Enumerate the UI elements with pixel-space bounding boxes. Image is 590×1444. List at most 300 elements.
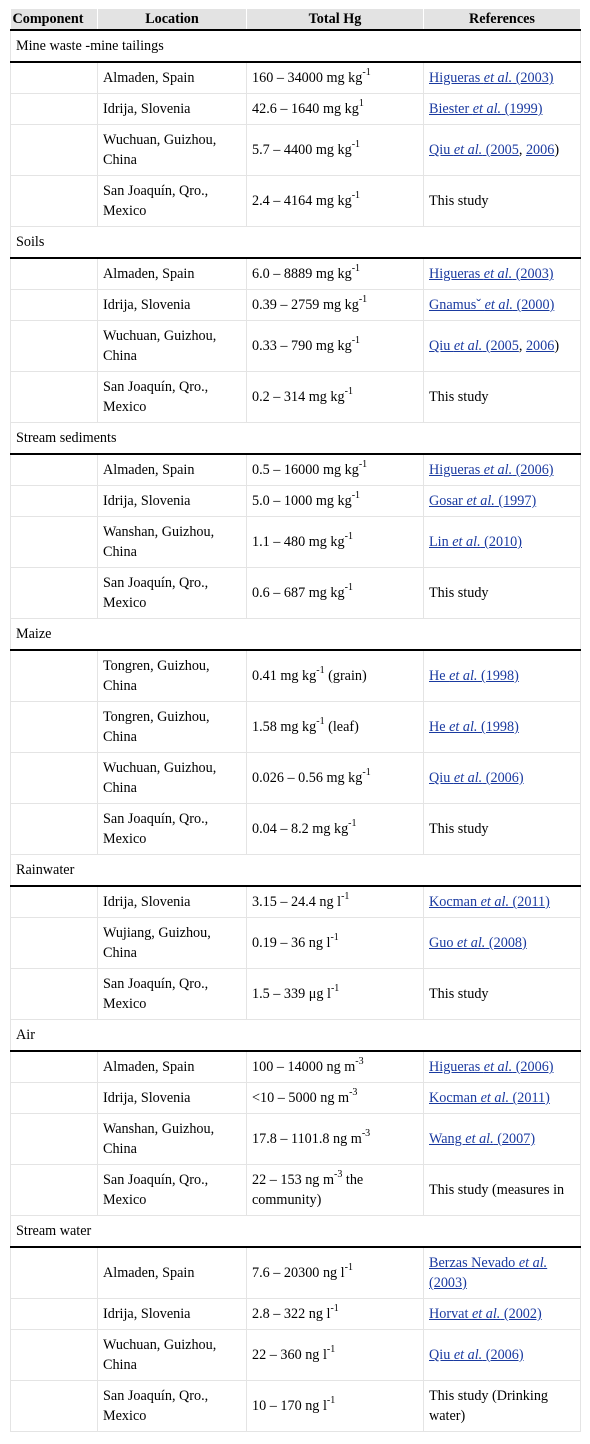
hg-unit-exponent: -1	[358, 294, 368, 305]
reference-text: (1998)	[477, 719, 519, 735]
table-row	[11, 62, 581, 94]
hg-value: 1.5 – 339 μg l	[252, 986, 331, 1002]
reference-link[interactable]	[429, 770, 524, 786]
reference-text: et al.	[465, 1131, 494, 1147]
reference-text: This study (measures in	[429, 1182, 565, 1198]
table-row	[11, 290, 581, 321]
component-cell	[11, 321, 98, 372]
location-cell: Idrija, Slovenia	[98, 1083, 247, 1114]
reference-text: Qiu	[429, 142, 454, 158]
component-cell	[11, 1330, 98, 1381]
hg-unit-exponent: -1	[344, 386, 353, 397]
reference-cell	[424, 125, 581, 176]
table-body	[11, 30, 581, 1432]
location-cell: Wanshan, Guizhou, China	[98, 517, 247, 568]
reference-cell	[424, 886, 581, 918]
reference-text: et al.	[472, 101, 502, 117]
reference-text: (2011)	[509, 894, 550, 910]
component-cell	[11, 258, 98, 290]
location-cell: Almaden, Spain	[98, 258, 247, 290]
reference-text: (2011)	[509, 1090, 550, 1106]
hg-unit-exponent: -1	[362, 67, 371, 78]
component-cell	[11, 290, 98, 321]
hg-unit-exponent: -3	[333, 1169, 343, 1180]
location-cell: San Joaquín, Qro., Mexico	[98, 176, 247, 227]
reference-text: et al.	[456, 935, 486, 951]
reference-cell	[424, 62, 581, 94]
reference-text: (2007)	[493, 1131, 536, 1147]
total-hg-cell	[247, 321, 424, 372]
reference-cell	[424, 1381, 581, 1432]
table-header	[11, 9, 581, 30]
table-row	[11, 1247, 581, 1299]
hg-unit-exponent: -1	[330, 983, 340, 994]
group-label: Stream sediments	[11, 423, 581, 455]
total-hg-cell	[247, 1165, 424, 1216]
total-hg-cell	[247, 1114, 424, 1165]
location-cell: Wuchuan, Guizhou, China	[98, 1330, 247, 1381]
total-hg-cell	[247, 1381, 424, 1432]
reference-link[interactable]	[429, 1059, 554, 1075]
component-cell	[11, 372, 98, 423]
reference-text: This study	[429, 821, 489, 837]
hg-value: 10 – 170 ng l	[252, 1398, 327, 1414]
reference-cell	[424, 650, 581, 702]
component-cell	[11, 568, 98, 619]
table-row	[11, 176, 581, 227]
reference-text: He	[429, 668, 450, 684]
table-row	[11, 125, 581, 176]
reference-text: (2005	[482, 338, 519, 354]
reference-text: et al.	[453, 142, 483, 158]
location-cell: Almaden, Spain	[98, 1247, 247, 1299]
reference-cell	[424, 969, 581, 1020]
hg-value: 2.8 – 322 ng l	[252, 1306, 331, 1322]
reference-text: (2003)	[512, 70, 554, 86]
total-hg-cell	[247, 886, 424, 918]
reference-text: Guo	[429, 935, 457, 951]
location-cell: Wujiang, Guizhou, China	[98, 918, 247, 969]
reference-link[interactable]	[429, 894, 550, 910]
component-cell	[11, 125, 98, 176]
component-cell	[11, 1051, 98, 1083]
component-cell	[11, 886, 98, 918]
reference-text: )	[554, 142, 560, 158]
location-cell: San Joaquín, Qro., Mexico	[98, 969, 247, 1020]
reference-cell	[424, 517, 581, 568]
component-cell	[11, 702, 98, 753]
total-hg-cell	[247, 918, 424, 969]
hg-value: 42.6 – 1640 mg kg	[252, 101, 359, 117]
reference-text: et al.	[480, 1090, 509, 1106]
reference-text: Horvat	[429, 1306, 472, 1322]
reference-link[interactable]	[429, 1255, 547, 1291]
total-hg-cell	[247, 1051, 424, 1083]
reference-cell	[424, 372, 581, 423]
reference-cell	[424, 1299, 581, 1330]
reference-text: Gosar	[429, 493, 467, 509]
reference-link[interactable]	[429, 1131, 535, 1147]
reference-text: et al.	[483, 1059, 513, 1075]
total-hg-cell	[247, 568, 424, 619]
hg-unit-exponent: -1	[330, 1303, 339, 1314]
hg-value: 1.58 mg kg	[252, 719, 317, 735]
reference-link-part[interactable]	[429, 142, 454, 158]
hg-value: 0.2 – 314 mg kg	[252, 389, 345, 405]
component-cell	[11, 1381, 98, 1432]
reference-cell	[424, 702, 581, 753]
table-row	[11, 1051, 581, 1083]
hg-unit-exponent: -1	[344, 1262, 353, 1273]
hg-value: 0.026 – 0.56 mg kg	[252, 770, 363, 786]
table-row	[11, 804, 581, 855]
reference-text: et al.	[471, 1306, 501, 1322]
reference-cell	[424, 804, 581, 855]
reference-cell	[424, 1330, 581, 1381]
component-cell	[11, 94, 98, 125]
reference-text: Gnamusˇ	[429, 297, 485, 313]
hg-unit-exponent: -1	[330, 932, 339, 943]
reference-text: Kocman	[429, 1090, 481, 1106]
location-cell: Wanshan, Guizhou, China	[98, 1114, 247, 1165]
reference-text: (2003)	[429, 1275, 467, 1291]
reference-link[interactable]	[429, 101, 542, 117]
location-cell: San Joaquín, Qro., Mexico	[98, 1165, 247, 1216]
table-row	[11, 918, 581, 969]
header-references: References	[424, 9, 581, 30]
hg-unit-exponent: -1	[326, 1344, 336, 1355]
hg-unit-exponent: -1	[351, 263, 361, 274]
table-row	[11, 517, 581, 568]
total-hg-cell	[247, 1247, 424, 1299]
component-cell	[11, 804, 98, 855]
reference-link-part[interactable]	[526, 142, 554, 158]
component-cell	[11, 918, 98, 969]
hg-value: 1.1 – 480 mg kg	[252, 534, 345, 550]
total-hg-cell	[247, 1299, 424, 1330]
total-hg-cell	[247, 804, 424, 855]
location-cell: Wuchuan, Guizhou, China	[98, 125, 247, 176]
group-label: Air	[11, 1020, 581, 1052]
table-row	[11, 1083, 581, 1114]
reference-text: Qiu	[429, 1347, 454, 1363]
table-row	[11, 454, 581, 486]
table-row	[11, 568, 581, 619]
component-cell	[11, 454, 98, 486]
reference-text: Higueras	[429, 70, 484, 86]
reference-text: Biester	[429, 101, 473, 117]
hg-value: 0.5 – 16000 mg kg	[252, 462, 359, 478]
reference-link[interactable]	[429, 297, 554, 313]
table-row	[11, 321, 581, 372]
hg-value-suffix: (grain)	[324, 668, 367, 684]
component-cell	[11, 1165, 98, 1216]
hg-value-suffix: (leaf)	[324, 719, 359, 735]
reference-text: This study	[429, 585, 489, 601]
reference-text: (2006)	[512, 1059, 554, 1075]
component-cell	[11, 1247, 98, 1299]
reference-text: et al.	[466, 493, 495, 509]
reference-text: (1999)	[501, 101, 543, 117]
total-hg-cell	[247, 1330, 424, 1381]
hg-value: 0.33 – 790 mg kg	[252, 338, 352, 354]
hg-value: 7.6 – 20300 ng l	[252, 1265, 345, 1281]
reference-cell	[424, 258, 581, 290]
reference-text: (1997)	[494, 493, 537, 509]
hg-unit-exponent: -3	[355, 1056, 364, 1067]
location-cell: San Joaquín, Qro., Mexico	[98, 372, 247, 423]
hg-unit-exponent: -3	[349, 1087, 358, 1098]
reference-link[interactable]	[429, 719, 519, 735]
component-cell	[11, 62, 98, 94]
reference-text: (2006)	[482, 770, 524, 786]
component-cell	[11, 969, 98, 1020]
total-hg-cell	[247, 969, 424, 1020]
reference-text: This study	[429, 193, 489, 209]
component-cell	[11, 1083, 98, 1114]
hg-value: 5.0 – 1000 mg kg	[252, 493, 352, 509]
reference-text: He	[429, 719, 450, 735]
reference-text: (2003)	[512, 266, 554, 282]
hg-unit-exponent: -1	[348, 818, 357, 829]
table-row	[11, 1381, 581, 1432]
reference-text: (2008)	[485, 935, 527, 951]
reference-link-part[interactable]	[454, 338, 482, 354]
header-row	[11, 9, 581, 30]
hg-value-suffix: the community)	[252, 1172, 364, 1208]
hg-value: 2.4 – 4164 mg kg	[252, 193, 352, 209]
reference-text: Kocman	[429, 894, 481, 910]
reference-text: ,	[518, 142, 526, 158]
hg-value: 160 – 34000 mg kg	[252, 70, 363, 86]
table-row	[11, 650, 581, 702]
hg-value: <10 – 5000 ng m	[252, 1090, 350, 1106]
reference-text: Higueras	[429, 1059, 484, 1075]
reference-link-part[interactable]	[482, 338, 519, 354]
component-cell	[11, 650, 98, 702]
reference-text: et al.	[453, 338, 483, 354]
reference-text: 2006	[525, 142, 555, 158]
reference-text: Wang	[429, 1131, 466, 1147]
reference-text: 2006	[525, 338, 555, 354]
component-cell	[11, 753, 98, 804]
hg-value: 5.7 – 4400 mg kg	[252, 142, 352, 158]
hg-unit-exponent: -1	[341, 891, 350, 902]
reference-cell	[424, 568, 581, 619]
reference-text: et al.	[483, 266, 513, 282]
table-row	[11, 969, 581, 1020]
location-cell: Idrija, Slovenia	[98, 94, 247, 125]
component-cell	[11, 1299, 98, 1330]
hg-value: 0.39 – 2759 mg kg	[252, 297, 359, 313]
location-cell: Tongren, Guizhou, China	[98, 702, 247, 753]
header-location: Location	[98, 9, 247, 30]
total-hg-cell	[247, 650, 424, 702]
group-row	[11, 30, 581, 62]
reference-link[interactable]	[429, 534, 522, 550]
group-label: Maize	[11, 619, 581, 651]
hg-unit-exponent: 1	[358, 98, 364, 109]
reference-text: Berzas Nevado	[429, 1255, 519, 1271]
reference-link-part[interactable]	[454, 142, 482, 158]
hg-unit-exponent: -3	[361, 1128, 371, 1139]
reference-text: et al.	[453, 770, 483, 786]
location-cell: Wuchuan, Guizhou, China	[98, 753, 247, 804]
hg-unit-exponent: -1	[362, 767, 371, 778]
group-row	[11, 1216, 581, 1248]
total-hg-cell	[247, 290, 424, 321]
hg-unit-exponent: -1	[351, 190, 361, 201]
group-label: Rainwater	[11, 855, 581, 887]
hg-unit-exponent: -1	[316, 665, 325, 676]
header-component: Component	[11, 9, 98, 30]
reference-text: Qiu	[429, 770, 454, 786]
reference-text: Higueras	[429, 462, 484, 478]
reference-link-part[interactable]	[429, 338, 454, 354]
location-cell: Almaden, Spain	[98, 62, 247, 94]
location-cell: Idrija, Slovenia	[98, 290, 247, 321]
total-hg-cell	[247, 94, 424, 125]
reference-cell	[424, 94, 581, 125]
reference-text: et al.	[518, 1255, 548, 1271]
reference-cell	[424, 486, 581, 517]
reference-cell	[424, 176, 581, 227]
hg-value: 0.19 – 36 ng l	[252, 935, 331, 951]
reference-text: et al.	[484, 297, 513, 313]
table-row	[11, 886, 581, 918]
hg-value: 17.8 – 1101.8 ng m	[252, 1131, 362, 1147]
component-cell	[11, 176, 98, 227]
reference-text: Qiu	[429, 338, 454, 354]
hg-unit-exponent: -1	[351, 335, 361, 346]
reference-cell	[424, 1247, 581, 1299]
reference-text: et al.	[483, 70, 513, 86]
mercury-data-table	[10, 9, 581, 1432]
total-hg-cell	[247, 372, 424, 423]
hg-value: 0.41 mg kg	[252, 668, 317, 684]
location-cell: Almaden, Spain	[98, 1051, 247, 1083]
total-hg-cell	[247, 753, 424, 804]
reference-cell	[424, 1114, 581, 1165]
location-cell: San Joaquín, Qro., Mexico	[98, 1381, 247, 1432]
hg-unit-exponent: -1	[351, 139, 361, 150]
table-row	[11, 372, 581, 423]
reference-cell	[424, 1165, 581, 1216]
table-row	[11, 1299, 581, 1330]
location-cell: San Joaquín, Qro., Mexico	[98, 804, 247, 855]
total-hg-cell	[247, 125, 424, 176]
group-label: Soils	[11, 227, 581, 259]
location-cell: San Joaquín, Qro., Mexico	[98, 568, 247, 619]
table-row	[11, 1165, 581, 1216]
location-cell: Almaden, Spain	[98, 454, 247, 486]
reference-link[interactable]	[429, 668, 519, 684]
location-cell: Wuchuan, Guizhou, China	[98, 321, 247, 372]
reference-text: et al.	[449, 719, 478, 735]
reference-link[interactable]	[429, 935, 527, 951]
reference-text: (2006)	[512, 462, 554, 478]
hg-value: 0.6 – 687 mg kg	[252, 585, 345, 601]
reference-cell	[424, 290, 581, 321]
table-row	[11, 753, 581, 804]
reference-cell	[424, 1051, 581, 1083]
reference-text: (2002)	[500, 1306, 542, 1322]
reference-cell	[424, 321, 581, 372]
reference-text: et al.	[452, 534, 481, 550]
header-total-hg: Total Hg	[247, 9, 424, 30]
total-hg-cell	[247, 486, 424, 517]
reference-text: et al.	[480, 894, 509, 910]
table-row	[11, 94, 581, 125]
table-row	[11, 486, 581, 517]
hg-value: 22 – 360 ng l	[252, 1347, 327, 1363]
hg-value: 22 – 153 ng m	[252, 1172, 334, 1188]
hg-value: 6.0 – 8889 mg kg	[252, 266, 352, 282]
reference-link[interactable]	[429, 70, 554, 86]
reference-text: (2006)	[482, 1347, 524, 1363]
table-row	[11, 258, 581, 290]
reference-link[interactable]	[429, 1306, 542, 1322]
location-cell: Idrija, Slovenia	[98, 886, 247, 918]
reference-text: Lin	[429, 534, 453, 550]
reference-link[interactable]	[429, 462, 554, 478]
hg-unit-exponent: -1	[316, 716, 325, 727]
reference-link[interactable]	[429, 1347, 524, 1363]
reference-cell	[424, 918, 581, 969]
total-hg-cell	[247, 702, 424, 753]
reference-link[interactable]	[429, 1090, 550, 1106]
location-cell: Idrija, Slovenia	[98, 1299, 247, 1330]
group-row	[11, 619, 581, 651]
group-row	[11, 227, 581, 259]
reference-text: This study (Drinking water)	[429, 1388, 549, 1424]
total-hg-cell	[247, 258, 424, 290]
hg-value: 100 – 14000 ng m	[252, 1059, 356, 1075]
location-cell: Idrija, Slovenia	[98, 486, 247, 517]
reference-text: (2005	[482, 142, 519, 158]
component-cell	[11, 1114, 98, 1165]
reference-link-part[interactable]	[482, 142, 519, 158]
reference-link[interactable]	[429, 266, 554, 282]
reference-link-part[interactable]	[526, 338, 554, 354]
hg-value: 3.15 – 24.4 ng l	[252, 894, 342, 910]
hg-unit-exponent: -1	[344, 582, 353, 593]
component-cell	[11, 517, 98, 568]
reference-text: et al.	[453, 1347, 483, 1363]
component-cell	[11, 486, 98, 517]
table-row	[11, 1330, 581, 1381]
reference-text: This study	[429, 986, 489, 1002]
total-hg-cell	[247, 454, 424, 486]
hg-unit-exponent: -1	[351, 490, 361, 501]
reference-cell	[424, 1083, 581, 1114]
reference-text: (1998)	[477, 668, 519, 684]
group-label: Mine waste -mine tailings	[11, 30, 581, 62]
reference-text: (2010)	[480, 534, 522, 550]
hg-unit-exponent: -1	[326, 1395, 336, 1406]
group-label: Stream water	[11, 1216, 581, 1248]
table-row	[11, 702, 581, 753]
total-hg-cell	[247, 517, 424, 568]
group-row	[11, 855, 581, 887]
hg-value: 0.04 – 8.2 mg kg	[252, 821, 349, 837]
reference-link[interactable]	[429, 493, 536, 509]
reference-text: (2000)	[512, 297, 555, 313]
location-cell: Tongren, Guizhou, China	[98, 650, 247, 702]
hg-unit-exponent: -1	[358, 459, 368, 470]
reference-text: et al.	[483, 462, 513, 478]
reference-cell	[424, 753, 581, 804]
